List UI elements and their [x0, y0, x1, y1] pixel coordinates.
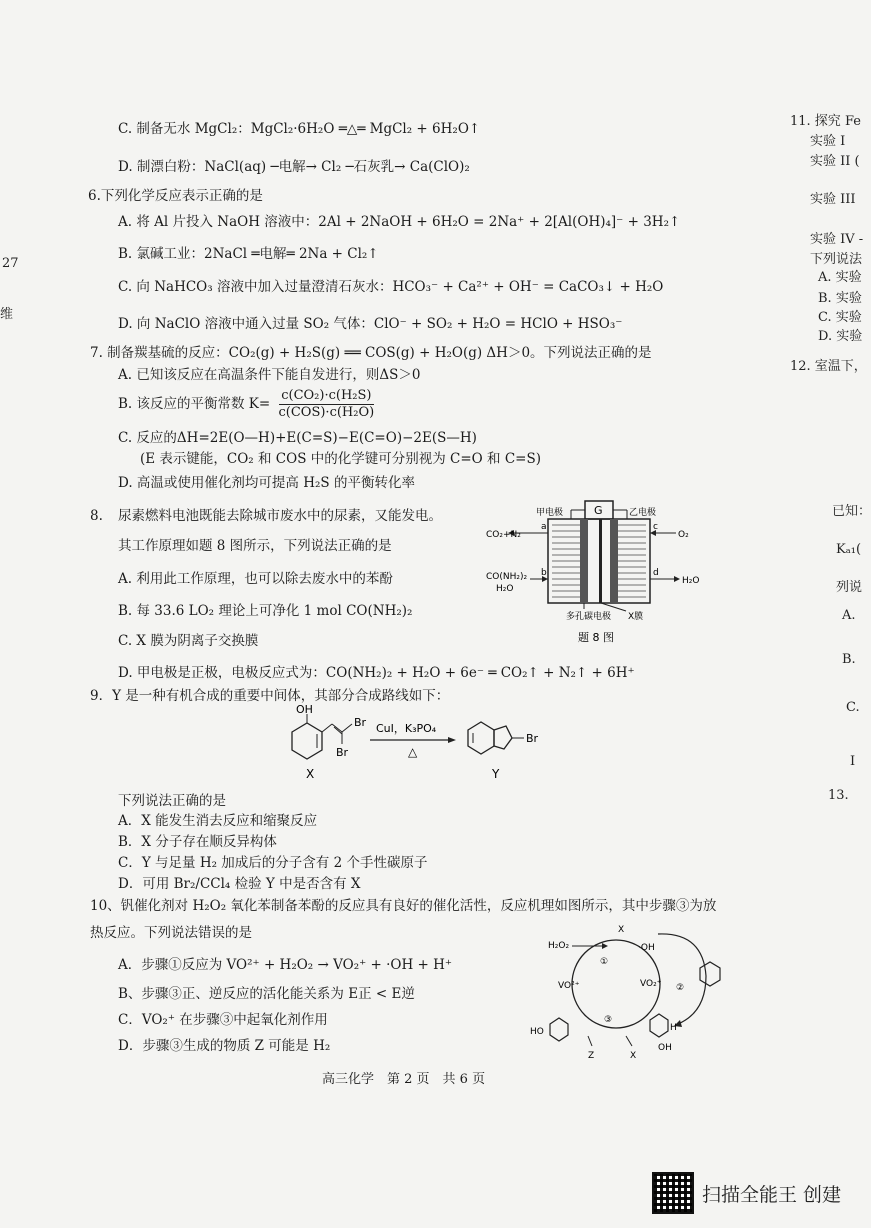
inlet-b-urea: CO(NH₂)₂: [486, 572, 528, 582]
fuel-cell-diagram: [486, 497, 711, 647]
q6-option-c: C. 向 NaHCO₃ 溶液中加入过量澄清石灰水：HCO₃⁻ + Ca²⁺ + OH⁻ = CaCO₃↓ + H₂O: [118, 279, 664, 295]
port-a: a: [541, 522, 547, 532]
right-fragment: 下列说法: [810, 252, 863, 267]
right-fragment: I: [850, 754, 856, 769]
page-footer: 高三化学 第 2 页 共 6 页: [322, 1072, 486, 1087]
q5-option-d: D. 制漂白粉：NaCl(aq) ─电解→ Cl₂ ─石灰乳→ Ca(ClO)₂: [118, 159, 470, 175]
right-fragment: 12. 室温下，: [790, 359, 867, 374]
hydroxyl-label: OH: [296, 703, 313, 716]
inlet-b-water: H₂O: [496, 584, 514, 594]
compound-x-label: X: [306, 767, 315, 781]
cycle-x-top: X: [618, 925, 625, 935]
q8-option-b: B. 每 33.6 LO₂ 理论上可净化 1 mol CO(NH₂)₂: [118, 603, 413, 619]
qr-code-icon: [652, 1172, 694, 1214]
porous-electrode-right: [610, 519, 618, 603]
catalytic-cycle-diagram: [528, 912, 753, 1062]
right-fragment: 实验 II (: [810, 154, 860, 169]
q7-option-d: D. 高温或使用催化剂均可提高 H₂S 的平衡转化率: [118, 475, 415, 491]
intermediate-h: H: [670, 1023, 677, 1033]
q5-option-c: C. 制备无水 MgCl₂：MgCl₂·6H₂O ═△═ MgCl₂ + 6H₂O↑: [118, 121, 481, 137]
right-fragment: C.: [846, 700, 860, 715]
fraction-numerator: c(CO₂)·c(H₂S): [279, 388, 375, 405]
benzofuran-ring: [468, 722, 494, 754]
q10-stem-1: 10、钒催化剂对 H₂O₂ 氧化苯制备苯酚的反应具有良好的催化活性，反应机理如图所示，其中步骤③为放: [90, 898, 717, 914]
porous-electrode-left: [580, 519, 588, 603]
q9-stem: 9．Y 是一种有机合成的重要中间体，其部分合成路线如下：: [90, 688, 450, 704]
right-fragment: B.: [842, 652, 856, 667]
outlet-a-gas: CO₂+N₂: [486, 530, 521, 540]
cycle-vo2plus: VO₂⁺: [640, 979, 662, 989]
port-b: b: [541, 568, 547, 578]
q9-option-b: B．X 分子存在顺反异构体: [118, 834, 277, 850]
right-fragment: D. 实验: [818, 329, 863, 344]
q7-option-c-note: (E 表示键能，CO₂ 和 COS 中的化学键可分别视为 C=O 和 C=S): [140, 451, 541, 467]
q7-option-b: [118, 388, 374, 421]
phenol-product-ring: [550, 1018, 568, 1041]
equilibrium-fraction: [279, 388, 375, 421]
right-fragment: 实验 III: [810, 192, 856, 207]
q10-option-d: D．步骤③生成的物质 Z 可能是 H₂: [118, 1038, 331, 1054]
right-fragment: A.: [842, 608, 856, 623]
outlet-d-water: H₂O: [682, 576, 700, 586]
margin-fragment: 27: [2, 256, 19, 271]
q10-option-b: B、步骤③正、逆反应的活化能关系为 E正 < E逆: [118, 986, 415, 1002]
q8-option-a: A. 利用此工作原理，也可以除去废水中的苯酚: [118, 571, 393, 587]
q10-stem-2: 热反应。下列说法错误的是: [90, 925, 252, 941]
q7-stem: 7. 制备羰基硫的反应：CO₂(g) + H₂S(g) ══ COS(g) + H₂O(g) ΔH＞0。下列说法正确的是: [90, 345, 652, 361]
q6-option-d: D. 向 NaClO 溶液中通入过量 SO₂ 气体：ClO⁻ + SO₂ + H₂O = HClO + HSO₃⁻: [118, 316, 623, 332]
q8-stem-1: 尿素燃料电池既能去除城市废水中的尿素，又能发电。: [118, 508, 442, 524]
q6-option-b: B. 氯碱工业：2NaCl ═电解═ 2Na + Cl₂↑: [118, 246, 379, 262]
right-fragment: C. 实验: [818, 310, 862, 325]
cycle-oh-radical: ·OH: [638, 943, 655, 953]
q9-option-d: D．可用 Br₂/CCl₄ 检验 Y 中是否含有 X: [118, 876, 361, 892]
right-fragment: 11. 探究 Fe: [790, 114, 861, 129]
step-2-arrow: [658, 934, 706, 1024]
right-fragment: A. 实验: [818, 270, 862, 285]
step-3: ③: [604, 1015, 613, 1025]
step-1: ①: [600, 957, 609, 967]
scanner-watermark: [652, 1172, 841, 1214]
intermediate-ring: [650, 1014, 668, 1037]
cycle-z: Z: [588, 1051, 595, 1061]
q7-option-c: C. 反应的ΔH=2E(O—H)+E(C=S)−E(C=O)−2E(S—H): [118, 430, 477, 446]
x-membrane: [599, 519, 602, 603]
porous-carbon-label: 多孔碳电极: [566, 612, 612, 622]
bromine-label-2: Br: [336, 746, 349, 759]
q7-option-a: A. 已知该反应在高温条件下能自发进行，则ΔS＞0: [118, 367, 421, 383]
step-2: ②: [676, 983, 685, 993]
cycle-h2o2: H₂O₂: [548, 941, 570, 951]
figure-8-caption: 题 8 图: [578, 631, 614, 644]
right-fragment: 列说: [836, 580, 863, 595]
q6-option-a: A. 将 Al 片投入 NaOH 溶液中：2Al + 2NaOH + 6H₂O = 2Na⁺ + 2[Al(OH)₄]⁻ + 3H₂↑: [118, 214, 681, 230]
benzene-reactant: [700, 962, 720, 986]
inlet-c-gas: O₂: [678, 530, 689, 540]
intermediate-oh: OH: [658, 1043, 672, 1053]
q9-option-c: C．Y 与足量 H₂ 加成后的分子含有 2 个手性碳原子: [118, 855, 428, 871]
q8-stem-2: 其工作原理如题 8 图所示，下列说法正确的是: [118, 538, 392, 554]
bromine-label-y: Br: [526, 732, 539, 745]
scanner-brand-text: 扫描全能王 创建: [702, 1183, 842, 1206]
right-fragment: 13.: [828, 788, 849, 803]
phenol-ho: HO: [530, 1027, 544, 1037]
right-fragment: 实验 I: [810, 134, 846, 149]
port-d: d: [653, 568, 659, 578]
q6-stem: 6.下列化学反应表示正确的是: [88, 188, 263, 204]
fraction-denominator: c(COS)·c(H₂O): [278, 405, 375, 420]
q9-reaction-scheme: [270, 702, 570, 782]
right-fragment: Kₐ₁(: [836, 542, 862, 557]
cathode-label: 乙电极: [629, 508, 657, 518]
right-fragment: B. 实验: [818, 291, 862, 306]
q10-option-a: A．步骤①反应为 VO²⁺ + H₂O₂ → VO₂⁺ + ·OH + H⁺: [118, 957, 453, 973]
q8-option-d: D. 甲电极是正极，电极反应式为：CO(NH₂)₂ + H₂O + 6e⁻ ═ CO₂↑ + N₂↑ + 6H⁺: [118, 665, 635, 681]
cycle-x-bottom: X: [630, 1051, 637, 1061]
q10-option-c: C．VO₂⁺ 在步骤③中起氧化剂作用: [118, 1012, 328, 1028]
right-fragment: 已知：: [832, 504, 871, 519]
margin-fragment: 维: [0, 307, 14, 322]
compound-y-label: Y: [492, 767, 500, 781]
cycle-vo2p: VO²⁺: [558, 981, 580, 991]
x-membrane-label: X膜: [628, 612, 644, 622]
q8-number: 8.: [90, 508, 103, 524]
bromine-label-1: Br: [354, 716, 367, 729]
q9-option-a: A．X 能发生消去反应和缩聚反应: [118, 813, 318, 829]
reagent-label: CuI，K₃PO₄: [376, 722, 437, 735]
q7-option-b-prefix: B. 该反应的平衡常数 K=: [118, 396, 271, 412]
right-fragment: 实验 IV -: [810, 232, 864, 247]
q8-option-c: C. X 膜为阴离子交换膜: [118, 633, 259, 649]
q9-intro: 下列说法正确的是: [118, 793, 226, 809]
port-c: c: [653, 522, 658, 532]
heat-condition: △: [408, 745, 418, 759]
galvanometer-label: G: [594, 504, 603, 517]
anode-label: 甲电极: [536, 508, 564, 518]
